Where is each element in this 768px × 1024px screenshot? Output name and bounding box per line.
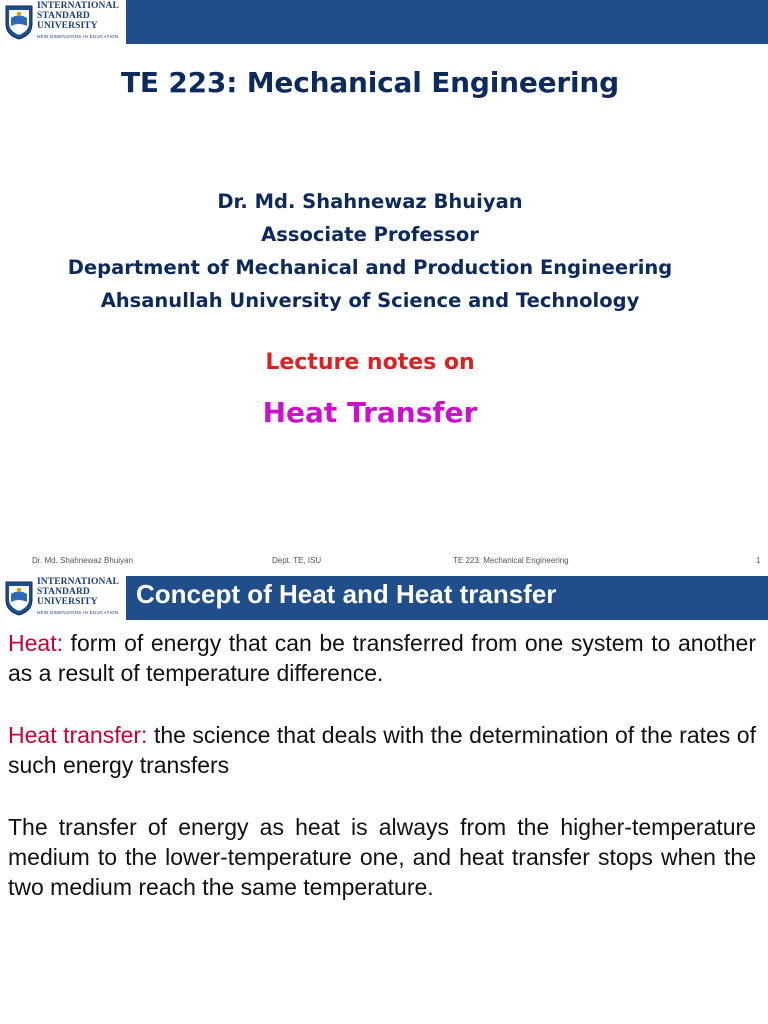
footer-dept: Dept. TE, ISU (272, 556, 322, 565)
shield-icon (4, 580, 34, 616)
heat-definition-text: form of energy that can be transferred from one system to another as a result of temperature difference. (8, 630, 756, 686)
heat-transfer-definition (8, 720, 756, 780)
author-title: Associate Professor (261, 223, 479, 246)
shield-icon (4, 4, 34, 40)
logo-line-3: UNIVERSITY (37, 597, 98, 607)
slide-2 (0, 576, 768, 1024)
lecture-label: Lecture notes on (265, 350, 475, 375)
header-bar (126, 0, 768, 44)
term-heat: Heat: (8, 630, 63, 656)
logo-tagline: NEW DIMENSIONS IN EDUCATION (37, 34, 119, 39)
topic-title: Heat Transfer (262, 396, 478, 429)
term-heat-transfer: Heat transfer: (8, 722, 148, 748)
logo-line-2: STANDARD (37, 587, 90, 597)
footer-course: TE 223: Mechanical Engineering (453, 556, 569, 565)
page-number: 1 (756, 556, 761, 565)
heat-definition (8, 628, 756, 688)
footer-author: Dr. Md. Shahnewaz Bhuiyan (32, 556, 133, 565)
heat-transfer-definition-text: the science that deals with the determination of the rates of such energy transfers (8, 722, 756, 778)
logo-line-3: UNIVERSITY (37, 21, 98, 31)
university-logo (0, 0, 126, 44)
logo-line-1: INTERNATIONAL (37, 1, 119, 11)
header-bar (126, 576, 768, 620)
logo-line-2: STANDARD (37, 11, 90, 21)
university: Ahsanullah University of Science and Technology (100, 289, 640, 312)
slide-title: Concept of Heat and Heat transfer (136, 579, 557, 609)
transfer-direction-text: The transfer of energy as heat is always from the higher-temperature medium to the lower-temperature one, and heat transfer stops when the two medium reach the same temperature. (8, 814, 756, 900)
author-name: Dr. Md. Shahnewaz Bhuiyan (217, 190, 523, 213)
logo-line-1: INTERNATIONAL (37, 577, 119, 587)
course-title: TE 223: Mechanical Engineering (120, 66, 619, 99)
department: Department of Mechanical and Production Engineering (67, 256, 673, 279)
logo-tagline: NEW DIMENSIONS IN EDUCATION (37, 610, 119, 615)
university-logo (0, 576, 126, 620)
slide-footer (0, 556, 768, 568)
